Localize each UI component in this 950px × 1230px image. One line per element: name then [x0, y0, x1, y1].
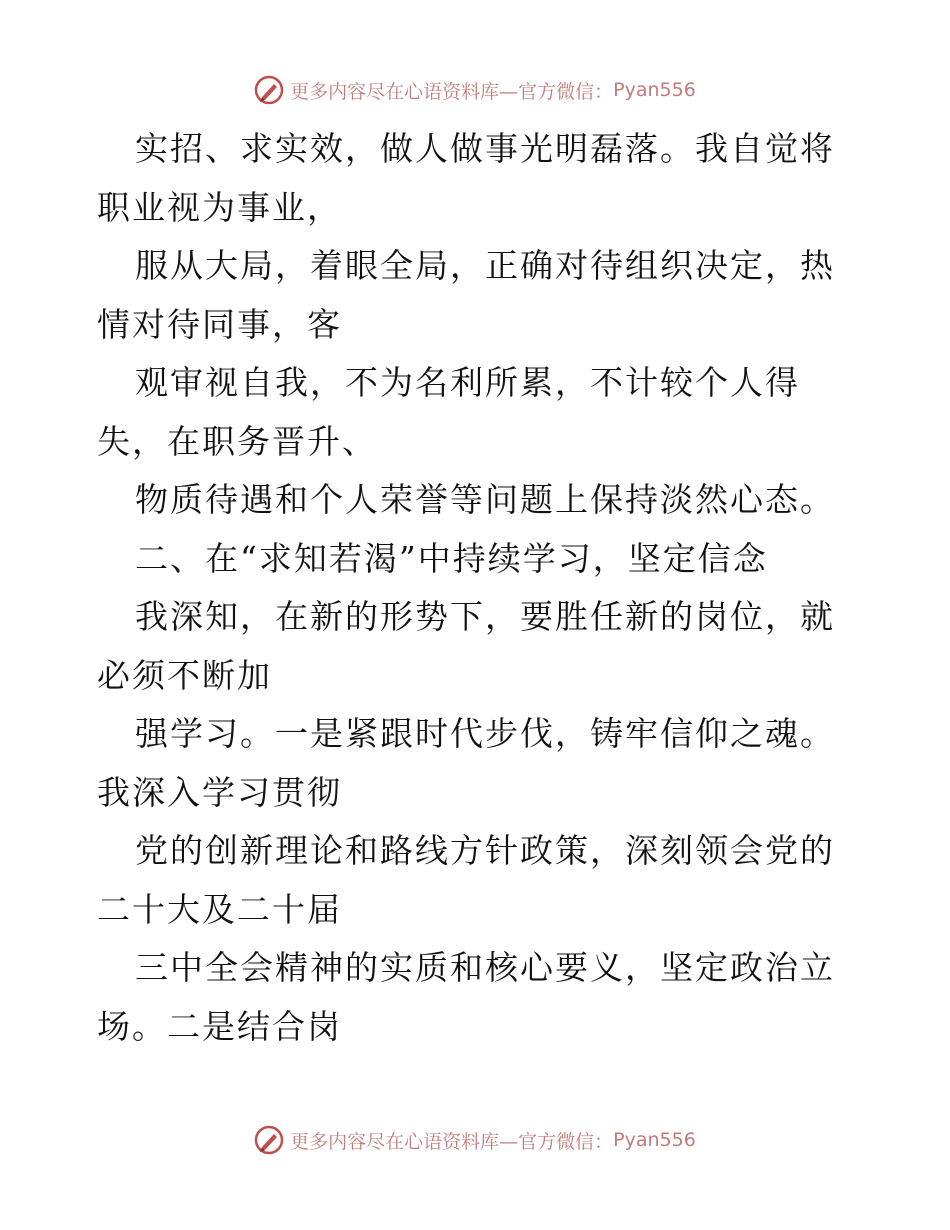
watermark-text: 更多内容尽在心语资料库—官方微信：: [290, 80, 614, 103]
header-watermark: [0, 70, 950, 110]
pen-logo-icon: [254, 75, 284, 105]
watermark-wechat-id: Pyan556: [613, 79, 696, 101]
footer-watermark: [0, 1120, 950, 1160]
watermark-text: 更多内容尽在心语资料库—官方微信：: [290, 1130, 614, 1153]
pen-logo-icon: [254, 1125, 284, 1155]
paragraph-1: 实招、求实效，做人做事光明磊落。我自觉将职业视为事业，: [97, 129, 835, 227]
document-body: [97, 120, 857, 1056]
paragraph-7: 党的创新理论和路线方针政策，深刻领会党的二十大及二十届: [97, 831, 835, 929]
paragraph-2: 服从大局，着眼全局，正确对待组织决定，热情对待同事，客: [97, 246, 835, 344]
paragraph-8: 三中全会精神的实质和核心要义，坚定政治立场。二是结合岗: [97, 948, 835, 1046]
paragraph-6: 强学习。一是紧跟时代步伐，铸牢信仰之魂。我深入学习贯彻: [97, 714, 835, 812]
watermark-wechat-id: Pyan556: [613, 1129, 696, 1151]
paragraph-3: 观审视自我，不为名利所累，不计较个人得失，在职务晋升、: [97, 363, 800, 461]
section-heading: 二、在“求知若渴”中持续学习，坚定信念: [135, 538, 768, 578]
paragraph-4: 物质待遇和个人荣誉等问题上保持淡然心态。: [135, 480, 835, 519]
paragraph-5: 我深知，在新的形势下，要胜任新的岗位，就必须不断加: [97, 597, 835, 695]
